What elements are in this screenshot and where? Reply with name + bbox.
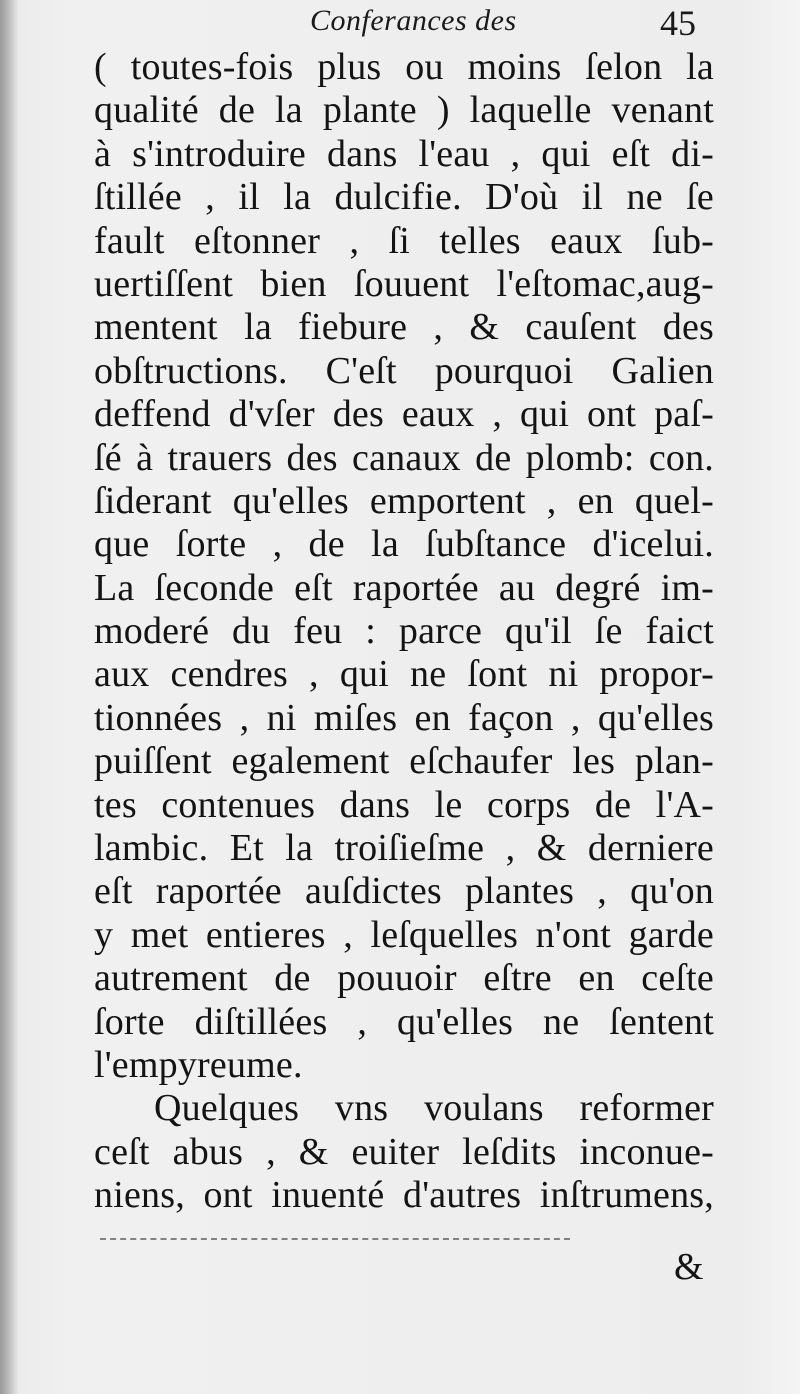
text-line: tes contenues dans le corps de l'A-: [94, 783, 714, 826]
running-title: Conferances des: [310, 4, 517, 37]
text-line: lambic. Et la troiſieſme , & derniere: [94, 827, 714, 870]
text-line: y met entieres , leſquelles n'ont garde: [94, 913, 714, 956]
text-line: mentent la fiebure , & cauſent des: [94, 306, 714, 349]
text-line: que ſorte , de la ſubſtance d'icelui.: [94, 523, 714, 566]
paragraph-start-line: Quelques vns voulans reformer: [154, 1087, 714, 1130]
text-line: deffend d'vſer des eaux , qui ont paſ-: [94, 393, 714, 436]
page-number: 45: [660, 3, 696, 43]
text-line: eſt raportée auſdictes plantes , qu'on: [94, 870, 714, 913]
text-line: ( toutes-fois plus ou moins ſelon la: [94, 46, 714, 88]
gutter-shadow: [0, 0, 18, 1394]
text-line: à s'introduire dans l'eau , qui eſt di-: [94, 132, 714, 175]
text-line: ſiderant qu'elles emportent , en quel-: [94, 479, 714, 522]
text-line: ſé à trauers des canaux de plomb: con.: [94, 436, 714, 479]
text-line: niens, ont inuenté d'autres inſtrumens,: [94, 1174, 714, 1217]
text-line: l'empyreume.: [94, 1043, 303, 1086]
text-line: fault eſtonner , ſi telles eaux ſub-: [94, 219, 714, 262]
text-line: qualité de la plante ) laquelle venant: [94, 89, 714, 132]
body-text: [94, 46, 714, 1218]
underline-mark: [100, 1238, 570, 1240]
text-line: ſorte diſtillées , qu'elles ne ſentent: [94, 1000, 714, 1043]
text-line: puiſſent egalement eſchaufer les plan-: [94, 740, 714, 783]
text-line: aux cendres , qui ne ſont ni propor-: [94, 653, 714, 696]
text-line: uertiſſent bien ſouuent l'eſtomac,aug-: [94, 262, 714, 305]
text-line: La ſeconde eſt raportée au degré im-: [94, 566, 714, 609]
text-line: ceſt abus , & euiter leſdits inconue-: [94, 1130, 714, 1173]
catchword: &: [674, 1246, 704, 1288]
text-line: moderé du feu : parce qu'il ſe faict: [94, 610, 714, 653]
text-line: autrement de pouuoir eſtre en ceſte: [94, 957, 714, 1000]
text-line: tionnées , ni miſes en façon , qu'elles: [94, 696, 714, 739]
text-line: ſtillée , il la dulcifie. D'où il ne ſe: [94, 176, 714, 219]
text-line: obſtructions. C'eſt pourquoi Galien: [94, 349, 714, 392]
